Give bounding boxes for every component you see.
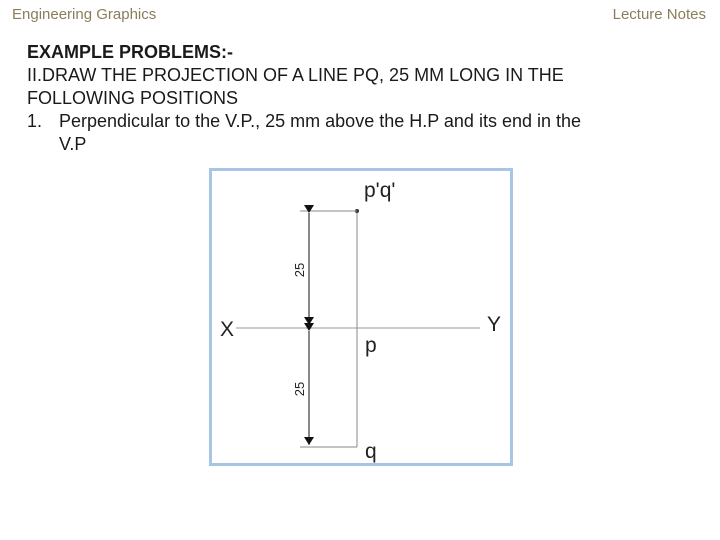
label-p-top: p: [365, 334, 377, 357]
label-p-q-front: p'q': [364, 179, 396, 202]
dimension-text-upper: 25: [292, 262, 307, 278]
label-q-top: q: [365, 440, 377, 463]
numbered-item-1: [27, 110, 707, 133]
projection-drawing: [212, 171, 510, 463]
item-text-line-1: Perpendicular to the V.P., 25 mm above the H.P and its end in the: [59, 111, 582, 131]
slide-heading: EXAMPLE PROBLEMS:-: [27, 42, 234, 62]
item-number: 1.: [27, 111, 43, 131]
slide-body: [27, 41, 707, 156]
label-x: X: [220, 318, 235, 341]
projection-diagram: [209, 168, 513, 466]
dimension-text-lower: 25: [292, 381, 307, 397]
header-course-title: Engineering Graphics: [12, 6, 157, 23]
label-y: Y: [487, 313, 502, 336]
header-section-title: Lecture Notes: [612, 6, 706, 23]
problem-statement-line-1: II.DRAW THE PROJECTION OF A LINE PQ, 25 MM LONG IN THE: [27, 65, 564, 85]
problem-statement-line-2: FOLLOWING POSITIONS: [27, 88, 239, 108]
item-text-line-2: V.P: [59, 134, 87, 154]
